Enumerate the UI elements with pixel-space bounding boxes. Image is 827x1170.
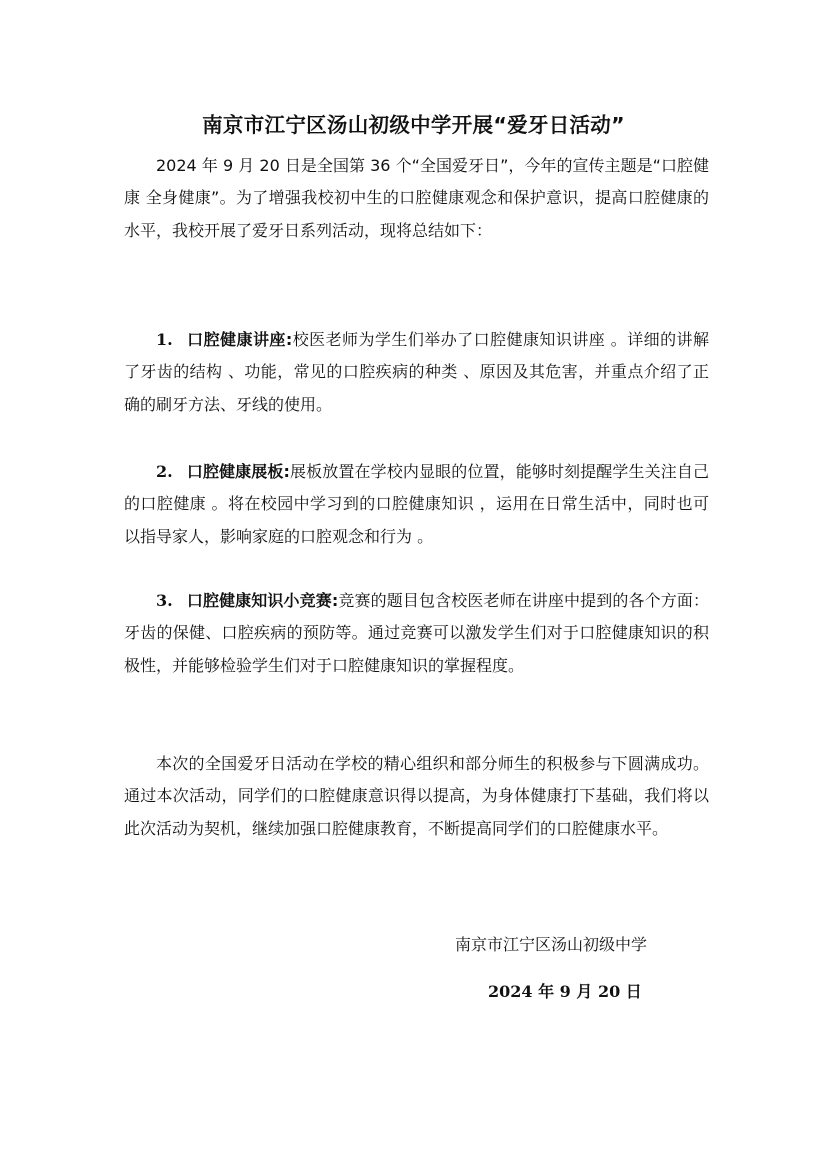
item-text: 展板放置在学校内显眼的位置，能够时刻提醒学生关注自己的口腔健康 。将在校园中学习到的口腔健康知识 ，运用在日常生活中，同时也可以指导家人，影响家庭的口腔观念和行为 。	[124, 462, 709, 546]
signature: 南京市江宁区汤山初级中学	[455, 935, 648, 954]
item-heading: 口腔健康知识小竞赛:	[186, 591, 339, 610]
item-heading: 口腔健康讲座:	[186, 330, 293, 349]
item-number: 3.	[156, 591, 173, 610]
activity-item-1	[124, 324, 709, 421]
activity-item-3	[124, 585, 709, 682]
item-number: 2.	[156, 462, 173, 481]
signature-date: 2024 年 9 月 20 日	[488, 982, 642, 1001]
document-title: 南京市江宁区汤山初级中学开展“爱牙日活动”	[202, 113, 625, 137]
activity-item-2	[124, 456, 709, 553]
conclusion-paragraph: 本次的全国爱牙日活动在学校的精心组织和部分师生的积极参与下圆满成功。通过本次活动，同学们的口腔健康意识得以提高，为身体健康打下基础，我们将以此次活动为契机，继续加强口腔健康教育，不断提高同学们的口腔健康水平。	[124, 754, 709, 838]
item-heading: 口腔健康展板:	[186, 462, 290, 481]
intro-paragraph: 2024 年 9 月 20 日是全国第 36 个“全国爱牙日”，今年的宣传主题是“口腔健康 全身健康”。为了增强我校初中生的口腔健康观念和保护意识，提高口腔健康的水平，我校开展了爱牙日系列活动，现将总结如下：	[124, 156, 709, 240]
item-text: 竞赛的题目包含校医老师在讲座中提到的各个方面：牙齿的保健、口腔疾病的预防等。通过竞赛可以激发学生们对于口腔健康知识的积极性，并能够检验学生们对于口腔健康知识的掌握程度。	[124, 591, 709, 675]
item-number: 1.	[156, 330, 173, 349]
item-text: 校医老师为学生们举办了口腔健康知识讲座 。详细的讲解了牙齿的结构 、功能，常见的口腔疾病的种类 、原因及其危害，并重点介绍了正确的刷牙方法、牙线的使用。	[124, 330, 709, 414]
